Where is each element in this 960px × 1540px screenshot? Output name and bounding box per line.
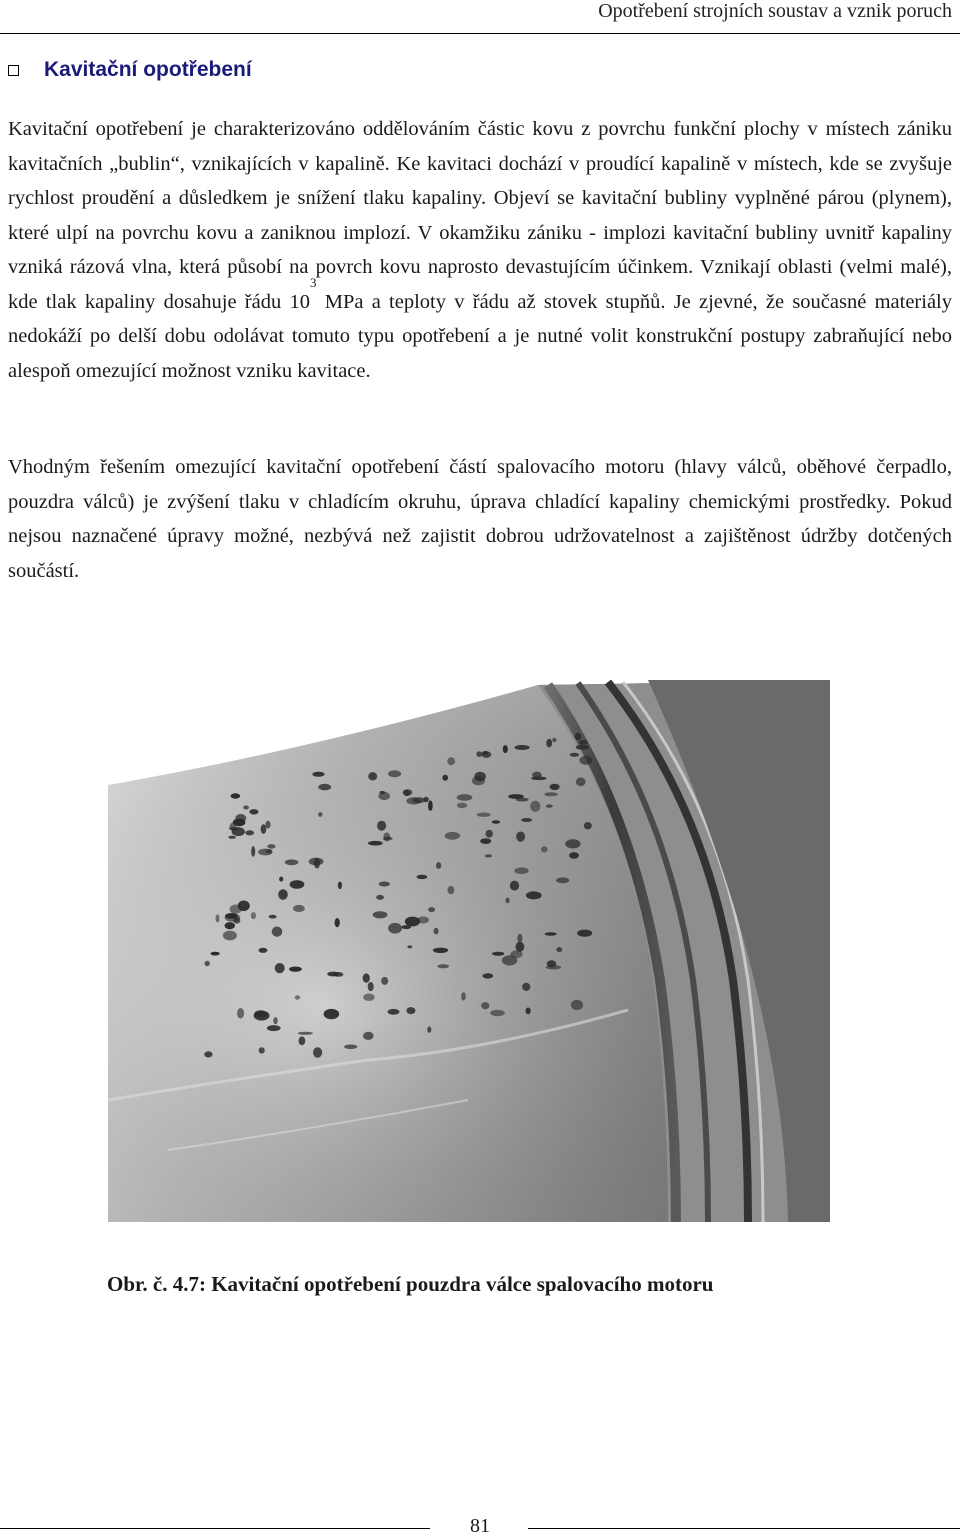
cavitation-pit [265,849,272,853]
cavitation-pit [482,973,493,978]
cavitation-pit [550,784,560,790]
cavitation-pit [476,751,482,757]
cavitation-pit [405,917,420,927]
cavitation-pit [434,928,439,935]
cavitation-pit [318,812,322,817]
cavitation-pit [514,867,528,874]
cavitation-pit [368,772,377,780]
cavitation-pit [383,837,393,841]
paragraph-cavitation-description [8,112,952,388]
cavitation-pit [477,813,491,817]
cavitation-pit [522,983,530,991]
cavitation-pit [251,912,256,919]
cavitation-pit [407,945,412,948]
cavitation-pit [324,1009,340,1019]
cavitation-pit [232,827,245,836]
cavitation-pit [516,832,525,842]
cavitation-pit [442,775,448,781]
cavitation-pit [406,1007,415,1014]
cavitation-pit [278,889,288,900]
cavitation-pit [251,846,255,857]
cavitation-pit [312,772,324,777]
cavitation-pit [265,821,270,829]
cavitation-pit [314,858,320,868]
paragraph-remedies: Vhodným řešením omezující kavitační opotřebení částí spalovacího motoru (hlavy válců, oběhové čerpadlo, pouzdra válců) je zvýšení tlaku v chladícím okruhu, úprava chladící kapaliny chemickými prostředky. Pokud nejsou naznačené úpravy možné, nezbývá než zajistit dobrou udržovatelnost a zajištěnost údržby dotčených součástí. [8,456,952,582]
cavitation-pit [556,947,562,952]
cavitation-pit [571,1000,583,1010]
cavitation-pit [243,805,249,809]
cavitation-pit [447,757,455,765]
cavitation-pit [565,839,580,848]
cavitation-pit [299,1036,306,1045]
cavitation-pit [428,800,433,811]
cavitation-pit [298,1032,313,1035]
cavitation-pit [279,877,283,882]
section-heading [8,58,252,82]
cavitation-pit [228,836,236,839]
cavitation-pit [269,915,277,919]
cavitation-pit [492,820,500,824]
cavitation-pit [368,841,383,846]
cavitation-pit [231,793,241,798]
cavitation-pit [376,895,384,900]
cavitation-pit [552,738,556,742]
header-rule [0,33,960,34]
cavitation-pit [363,973,370,982]
page-number: 81 [470,1515,490,1537]
cavitation-pit [275,963,285,973]
cavitation-pit [388,923,402,934]
cavitation-pit [216,914,220,922]
cavitation-pit [378,792,390,800]
cavitation-pit [530,801,540,812]
cavitation-pit [259,1047,265,1053]
cavitation-pit [377,821,386,831]
cavitation-pit [235,814,246,822]
exponent: 3 [309,274,317,290]
cavitation-pit [381,977,388,985]
paragraph1-text-b: MPa a teploty v řádu až stovek stupňů. Je zjevné, že současné materiály nedokáží po delší dobu odolávat tomuto typu opotřebení a je nutné volit konstrukční postupy zabraňující nebo alespoň omezující možnost vzniku kavitace. [8,290,952,382]
cavitation-pit [531,777,547,781]
cavitation-pit [433,948,448,953]
cavitation-pit [480,838,491,844]
cavitation-pit [457,794,473,801]
figure-caption: Obr. č. 4.7: Kavitační opotřebení pouzdra válce spalovacího motoru [107,1272,714,1296]
cavitation-pit [403,789,413,795]
cavitation-pit [516,942,525,952]
cavitation-pit [546,965,562,969]
cavitation-pit [546,739,552,748]
cavitation-pit [285,859,299,865]
cavitation-pit [457,803,467,809]
cavitation-pit [448,886,455,894]
cavitation-pit [437,964,449,968]
cavitation-pit [579,756,592,765]
cavitation-pit [363,994,374,1001]
cavitation-pit [569,852,579,859]
cavitation-pit [481,1002,489,1009]
running-title: Opotřebení strojních soustav a vznik poruch [598,0,952,22]
cavitation-pit [526,1008,531,1015]
cavitation-pit [368,982,374,991]
cavitation-pit [472,776,485,785]
cavitation-pit [245,830,254,835]
cavitation-pit [290,880,305,889]
cavitation-pit [428,907,435,912]
cavitation-pit [289,967,302,972]
cylinder-liner-illustration [108,680,830,1222]
cavitation-pit [490,1010,505,1016]
cavitation-pit [295,995,301,999]
cavitation-pit [327,972,339,977]
cavitation-pit [233,918,240,924]
cavitation-pit [485,854,492,857]
cavitation-pit [363,1032,374,1040]
cavitation-pit [461,992,466,1000]
cavitation-pit [338,882,342,890]
cavitation-pit [545,932,557,935]
cavitation-pit [318,784,331,791]
cavitation-pit [575,733,582,741]
cavitation-pit [517,934,522,943]
cavitation-pit [267,844,275,849]
cavitation-pit [344,1045,357,1050]
cavitation-pit [388,770,401,777]
cavitation-pit [544,792,558,796]
cavitation-pit [205,961,210,966]
cavitation-pit [506,898,510,904]
cavitation-pit [510,881,519,891]
cavitation-pit [373,911,388,918]
cavitation-pit [515,745,530,750]
cavitation-pit [546,804,553,807]
cavitation-pit [427,1026,431,1032]
cylinder-liner-photo [108,680,830,1222]
paragraph1-text-a: Kavitační opotřebení je charakterizováno oddělováním částic kovu z povrchu funkční plochy v místech zániku kavitačních „bublin“, vznikajících v kapalině. Ke kavitaci dochází v proudící kapalině v místech, kde se zvyšuje rychlost proudění a důsledkem je snížení tlaku kapaliny. Objeví se kavitační bubliny vyplněné párou (plynem), které ulpí na povrchu kovu a zaniknou implozí. V okamžiku zániku - implozi kavitační bubliny uvnitř kapaliny vzniká rázová vlna, která působí na povrch kovu naprosto devastujícím účinkem. Vznikají oblasti (velmi malé), kde tlak kapaliny dosahuje řádu 10 [8,118,952,313]
cavitation-pit [576,745,589,750]
cavitation-pit [211,952,220,956]
cavitation-pit [570,753,580,757]
cavitation-pit [423,797,429,802]
cavitation-pit [584,822,592,829]
cavitation-pit [259,948,268,953]
cavitation-pit [526,891,542,899]
cavitation-pit [388,1009,400,1015]
cavitation-pit [204,1051,212,1057]
cavitation-pit [417,875,428,879]
cavitation-pit [225,922,235,929]
cavitation-pit [273,1017,277,1024]
cavitation-pit [267,1025,281,1031]
cavitation-pit [541,846,548,852]
cavitation-pit [445,832,460,840]
cavitation-pit [436,862,441,869]
cavitation-pit [556,877,569,883]
cavitation-pit [261,824,267,834]
cavitation-pit [335,918,340,927]
cavitation-pit [577,930,592,937]
cavitation-pit [254,1011,270,1021]
cavitation-pit [503,745,508,753]
section-title: Kavitační opotřebení [44,58,252,81]
cavitation-pit [313,1047,322,1058]
cavitation-pit [293,905,305,912]
running-header [0,0,960,34]
cavitation-pit [223,931,237,941]
cavitation-pit [486,830,493,838]
cavitation-pit [379,882,390,887]
cavitation-pit [481,751,491,758]
cavitation-pit [579,740,588,744]
cavitation-pit [272,927,283,937]
cavitation-pit [521,818,532,822]
cavitation-pit [237,1008,244,1019]
cavitation-pit [406,797,421,804]
cavitation-pit [492,952,504,956]
cavitation-pit [230,905,242,914]
checkbox-bullet-icon [8,65,19,76]
cavitation-pit [249,809,258,814]
cavitation-pit [508,794,524,799]
cavitation-pit [576,777,586,786]
